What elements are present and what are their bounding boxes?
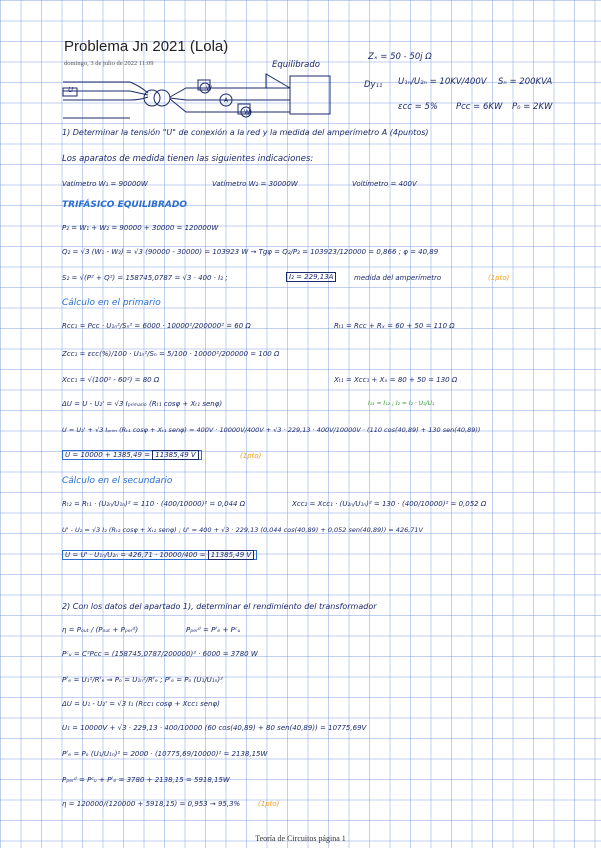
eq-pfe-calc: Pᶠₑ = Pₒ (U₁/U₁ₙ)² = 2000 · (10775,69/10000)² = 2138,15W: [62, 750, 268, 758]
u-sec-box: 11385,49 V: [208, 550, 254, 560]
eq-p: P₂ = W₁ + W₂ = 90000 + 30000 = 120000W: [62, 224, 219, 232]
eq-xcc2: Xcc₂ = Xcc₁ · (U₂ₙ/U₁ₙ)² = 130 · (400/10000)² = 0,052 Ω: [292, 500, 487, 508]
eq-q: Q₂ = √3 (W₁ - W₂) = √3 (90000 - 30000) = 103923 W → Tgφ = Q₂/P₂ = 103923/120000 = 0,866 ; φ = 40,89: [62, 248, 439, 256]
wattmeter-w2: Vatímetro W₂ = 30000W: [212, 180, 298, 188]
eq-s: S₂ = √(P² + Q²) = 158745,0787 = √3 · 400 · I₂ ;: [62, 274, 228, 282]
meter-a: A: [224, 97, 229, 104]
page-footer: Teoría de Circuitos página 1: [255, 834, 346, 843]
subtitle-secundario: Cálculo en el secundario: [62, 476, 173, 486]
eq-pcu: Pᶜᵤ = C²Pcc = (158745,0787/200000)² · 6000 = 3780 W: [62, 650, 258, 658]
u-result-pre: U = 10000 + 1385,49 =: [65, 451, 151, 459]
diagram-label: Equilibrado: [272, 60, 320, 70]
spec-ecc: εcc = 5%: [398, 102, 438, 112]
u-result-box: 11385,49 V: [152, 450, 198, 460]
points-2: (1pto): [258, 800, 280, 808]
subtitle-trifasico: TRIFÁSICO EQUILIBRADO: [62, 200, 188, 210]
result-i2: I₂ = 229,13A: [286, 272, 336, 282]
side-note: I₁₁ = I₁₂ ; I₂ = I₂ · U₂/U₁: [368, 400, 435, 407]
eq-pfe: Pᶠₑ = U₁²/Rᶠₑ ⇒ Pₒ = U₁ₙ²/Rᶠₑ ; Pᶠₑ = Pₒ (U₁/U₁ₙ)²: [62, 676, 223, 684]
eq-xcc: Xcc₁ = √(100² - 60²) = 80 Ω: [62, 376, 160, 384]
spec-zc: Zₓ = 50 - 50j Ω: [368, 52, 432, 62]
eq-eta-calc: η = 120000/(120000 + 5918,15) = 0,953 → 95,3%: [62, 800, 241, 808]
spec-sn: Sₙ = 200KVA: [498, 77, 553, 87]
eq-xt1: Xₜ₁ = Xcc₁ + Xₓ = 80 + 50 = 130 Ω: [334, 376, 458, 384]
voltmeter: Voltímetro = 400V: [352, 180, 417, 188]
eq-zcc: Zcc₁ = εcc(%)/100 · U₁ₙ²/Sₙ = 5/100 · 10000²/200000 = 100 Ω: [62, 350, 280, 358]
eq-rcc: Rcc₁ = Pcc · U₁ₙ²/Sₙ² = 6000 · 10000²/200000² = 60 Ω: [62, 322, 251, 330]
subtitle-primario: Cálculo en el primario: [62, 298, 161, 308]
eq-u2: U' - U₂ = √3 I₂ (Rₜ₂ cosφ + Xₜ₂ senφ) ; U' = 400 + √3 · 229,13 (0,044 cos(40,89) + 0,052 sen(40,89)) = 426,71V: [62, 526, 423, 534]
spec-ratio: U₁ₙ/U₂ₙ = 10KV/400V: [398, 77, 487, 87]
meter-w2: W: [244, 109, 250, 116]
source-u-label: U: [68, 86, 74, 94]
eq-du2: ΔU = U₁ - U₂' = √3 I₁ (Rcc₁ cosφ + Xcc₁ senφ): [62, 700, 220, 708]
points-1b: (1pto): [240, 452, 262, 460]
wattmeter-w1: Vatímetro W₁ = 90000W: [62, 180, 148, 188]
eq-eta: η = Pₒᵤₜ / (Pₒᵤₜ + Pₚₑᵣᵈ): [62, 626, 139, 634]
eq-rt1: Rₜ₁ = Rcc + Rₓ = 60 + 50 = 110 Ω: [334, 322, 455, 330]
points-1a: (1pto): [488, 274, 510, 282]
eq-rt2: Rₜ₂ = Rₜ₁ · (U₂ₙ/U₁ₙ)² = 110 · (400/10000)² = 0,044 Ω: [62, 500, 246, 508]
u-sec-pre: U = U' · U₁ₙ/U₂ₙ = 426,71 · 10000/400 =: [65, 551, 206, 559]
spec-pcc: Pcc = 6KW: [456, 102, 503, 112]
eq-u1: U₁ = 10000V + √3 · 229,13 · 400/10000 (60 cos(40,89) + 80 sen(40,89)) = 10775,69V: [62, 724, 367, 732]
section1-intro: Los aparatos de medida tienen las siguientes indicaciones:: [62, 154, 314, 164]
spec-po: P₀ = 2KW: [512, 102, 553, 112]
note-datetime: domingo, 3 de julio de 2022 11:09: [64, 60, 154, 67]
section2-heading: 2) Con los datos del apartado 1), determinar el rendimiento del transformador: [62, 602, 377, 611]
eq-u-calc: U = U₂' + √3 Iₚᵣᵢₘ (Rₜ₁ cosφ + Xₜ₁ senφ) = 400V · 10000V/400V + √3 · 229,13 · 400V/10000V · (110 cos(40,89) + 130 sen(40,89)): [62, 426, 481, 434]
i2-note: medida del amperímetro: [354, 274, 442, 282]
eq-pperd-calc: Pₚₑᵣᵈ = Pᶜᵤ + Pᶠₑ = 3780 + 2138,15 = 5918,15W: [62, 776, 230, 784]
meter-w1: W: [206, 85, 212, 92]
page-title: Problema Jn 2021 (Lola): [64, 38, 229, 55]
eq-u-sec: [62, 550, 257, 560]
eq-du: ΔU = U - U₂' = √3 Iₚᵣᵢₘₐᵣᵢₒ (Rₜ₁ cosφ + Xₜ₁ senφ): [62, 400, 223, 408]
spec-dy: Dy₁₁: [364, 80, 383, 90]
eq-u-result: [62, 450, 202, 460]
section1-heading: 1) Determinar la tensión "U" de conexión a la red y la medida del amperímetro A (4puntos): [62, 128, 429, 137]
eq-pperd: Pₚₑᵣᵈ = Pᶠₑ + Pᶜᵤ: [186, 626, 241, 634]
